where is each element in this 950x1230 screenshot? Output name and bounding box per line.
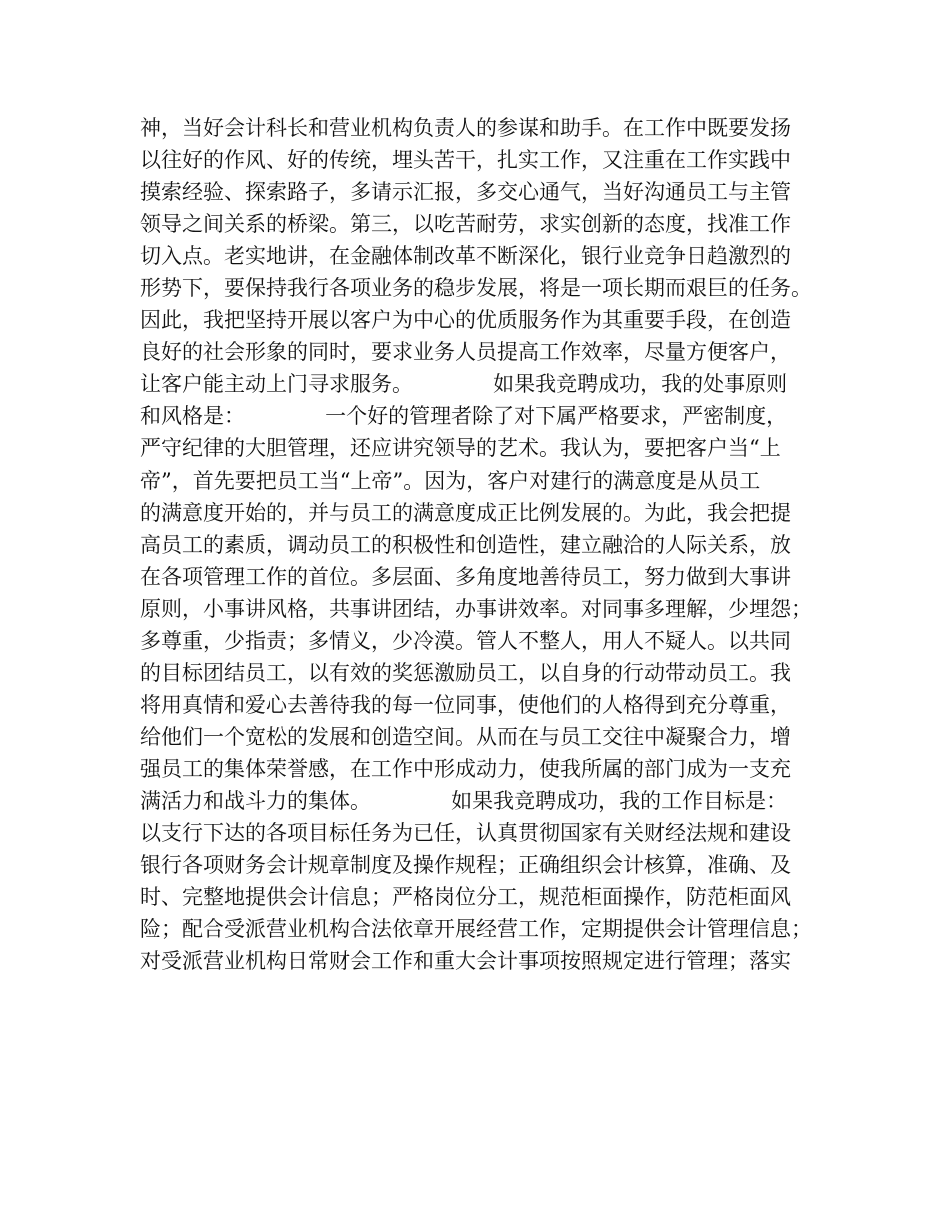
- text-line: 领导之间关系的桥梁。第三，以吃苦耐劳，求实创新的态度，找准工作: [140, 212, 791, 237]
- text-line: 因此，我把坚持开展以客户为中心的优质服务作为其重要手段，在创造: [140, 308, 791, 333]
- text-line: 强员工的集体荣誉感，在工作中形成动力，使我所属的部门成为一支充: [140, 756, 791, 781]
- text-line: 高员工的素质，调动员工的积极性和创造性，建立融洽的人际关系，放: [140, 532, 791, 557]
- text-line: 形势下，要保持我行各项业务的稳步发展，将是一项长期而艰巨的任务。: [140, 276, 812, 301]
- text-line: 的目标团结员工，以有效的奖惩激励员工，以自身的行动带动员工。我: [140, 660, 791, 685]
- text-line: 银行各项财务会计规章制度及操作规程；正确组织会计核算，准确、及: [140, 853, 791, 878]
- text-line: 险；配合受派营业机构合法依章开展经营工作，定期提供会计管理信息；: [140, 917, 812, 942]
- text-line: 对受派营业机构日常财会工作和重大会计事项按照规定进行管理；落实: [140, 949, 791, 974]
- text-line: 摸索经验、探索路子，多请示汇报，多交心通气，当好沟通员工与主管: [140, 180, 791, 205]
- body-text: [140, 112, 830, 977]
- text-line: 满活力和战斗力的集体。 如果我竞聘成功，我的工作目标是：: [140, 788, 788, 813]
- text-line: 的满意度开始的，并与员工的满意度成正比例发展的。为此，我会把提: [140, 500, 791, 525]
- text-line: 让客户能主动上门寻求服务。 如果我竞聘成功，我的处事原则: [140, 372, 788, 397]
- text-line: 和风格是： 一个好的管理者除了对下属严格要求，严密制度，: [140, 404, 788, 429]
- text-line: 时、完整地提供会计信息；严格岗位分工，规范柜面操作，防范柜面风: [140, 885, 791, 910]
- text-line: 良好的社会形象的同时，要求业务人员提高工作效率，尽量方便客户，: [140, 340, 791, 365]
- text-line: 将用真情和爱心去善待我的每一位同事，使他们的人格得到充分尊重，: [140, 692, 791, 717]
- text-line: 在各项管理工作的首位。多层面、多角度地善待员工，努力做到大事讲: [140, 564, 791, 589]
- text-line: 给他们一个宽松的发展和创造空间。从而在与员工交往中凝聚合力，增: [140, 724, 791, 749]
- text-line: 原则，小事讲风格，共事讲团结，办事讲效率。对同事多理解，少埋怨；: [140, 596, 812, 621]
- text-line: 帝”，首先要把员工当“上帝”。因为，客户对建行的满意度是从员工: [140, 468, 761, 493]
- text-line: 多尊重，少指责；多情义，少冷漠。管人不整人，用人不疑人。以共同: [140, 628, 791, 653]
- text-line: 严守纪律的大胆管理，还应讲究领导的艺术。我认为，要把客户当“上: [140, 436, 781, 461]
- text-line: 以支行下达的各项目标任务为已任，认真贯彻国家有关财经法规和建设: [140, 821, 791, 846]
- text-line: 神，当好会计科长和营业机构负责人的参谋和助手。在工作中既要发扬: [140, 116, 791, 140]
- text-line: 以往好的作风、好的传统，埋头苦干，扎实工作，又注重在工作实践中: [140, 148, 791, 173]
- text-line: 切入点。老实地讲，在金融体制改革不断深化，银行业竞争日趋激烈的: [140, 244, 791, 269]
